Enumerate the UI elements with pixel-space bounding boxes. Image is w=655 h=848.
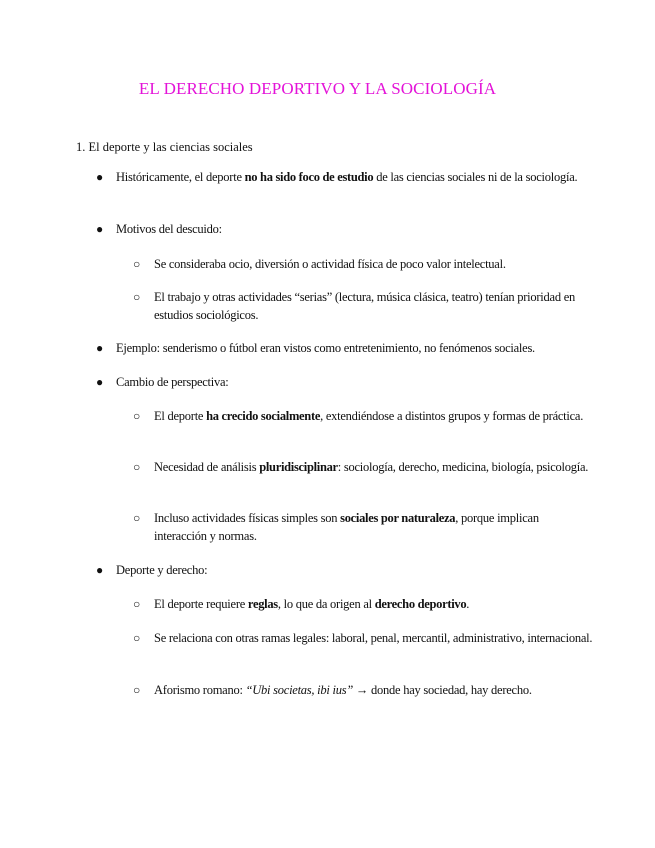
text-segment: El deporte [154, 409, 207, 423]
sub-item-crecido [154, 408, 594, 426]
bold-text: no ha sido foco de estudio [244, 170, 374, 184]
text-segment: Aforismo romano: [154, 683, 246, 697]
text-segment: : sociología, derecho, medicina, biología, psicología. [337, 460, 589, 474]
bold-text: sociales por naturaleza [340, 511, 456, 525]
sub-item-aforismo [154, 682, 594, 700]
list-item-historicamente [116, 169, 586, 187]
list-item-ejemplo: Ejemplo: senderismo o fútbol eran vistos como entretenimiento, no fenómenos sociales. [116, 341, 535, 355]
document-title: EL DERECHO DEPORTIVO Y LA SOCIOLOGÍA [138, 79, 497, 98]
circle-bullet-icon: ○ [133, 597, 141, 611]
bold-text: derecho deportivo [374, 597, 467, 611]
disc-bullet-icon: ● [96, 375, 104, 389]
text-segment: Históricamente, el deporte [116, 170, 245, 184]
text-segment: El deporte requiere [154, 597, 248, 611]
sub-item-sociales [154, 510, 594, 545]
list-item-cambio: Cambio de perspectiva: [116, 375, 229, 389]
sub-item-trabajo: El trabajo y otras actividades “serias” (lectura, música clásica, teatro) tenían prioridad en estudios sociológicos. [154, 290, 575, 322]
text-segment: de las ciencias sociales ni de la sociología. [373, 170, 578, 184]
text-segment: . [466, 597, 470, 611]
text-segment: , porque implican interacción y normas. [154, 511, 539, 543]
section-heading: 1. El deporte y las ciencias sociales [76, 140, 253, 154]
circle-bullet-icon: ○ [133, 631, 141, 645]
circle-bullet-icon: ○ [133, 460, 141, 474]
bold-text: ha crecido socialmente [206, 409, 321, 423]
disc-bullet-icon: ● [96, 222, 104, 236]
circle-bullet-icon: ○ [133, 290, 141, 304]
bold-text: reglas [247, 597, 278, 611]
list-item-motivos: Motivos del descuido: [116, 222, 222, 236]
list-item-deporte-derecho: Deporte y derecho: [116, 563, 208, 577]
text-segment: Necesidad de análisis [154, 460, 260, 474]
text-segment: , lo que da origen al [277, 597, 375, 611]
disc-bullet-icon: ● [96, 170, 104, 184]
circle-bullet-icon: ○ [133, 511, 141, 525]
disc-bullet-icon: ● [96, 341, 104, 355]
circle-bullet-icon: ○ [133, 257, 141, 271]
text-segment: , extendiéndose a distintos grupos y formas de práctica. [320, 409, 584, 423]
circle-bullet-icon: ○ [133, 409, 141, 423]
sub-item-ramas-legales: Se relaciona con otras ramas legales: laboral, penal, mercantil, administrativo, internacional. [154, 631, 593, 645]
circle-bullet-icon: ○ [133, 683, 141, 697]
sub-item-pluridisciplinar [154, 459, 594, 477]
text-segment: → donde hay sociedad, hay derecho. [353, 683, 532, 697]
text-segment: Incluso actividades físicas simples son [154, 511, 341, 525]
sub-item-ocio: Se consideraba ocio, diversión o actividad física de poco valor intelectual. [154, 257, 506, 271]
italic-quote: “Ubi societas, ibi ius” [245, 683, 354, 697]
disc-bullet-icon: ● [96, 563, 104, 577]
bold-text: pluridisciplinar [259, 460, 338, 474]
sub-item-reglas [154, 596, 594, 614]
